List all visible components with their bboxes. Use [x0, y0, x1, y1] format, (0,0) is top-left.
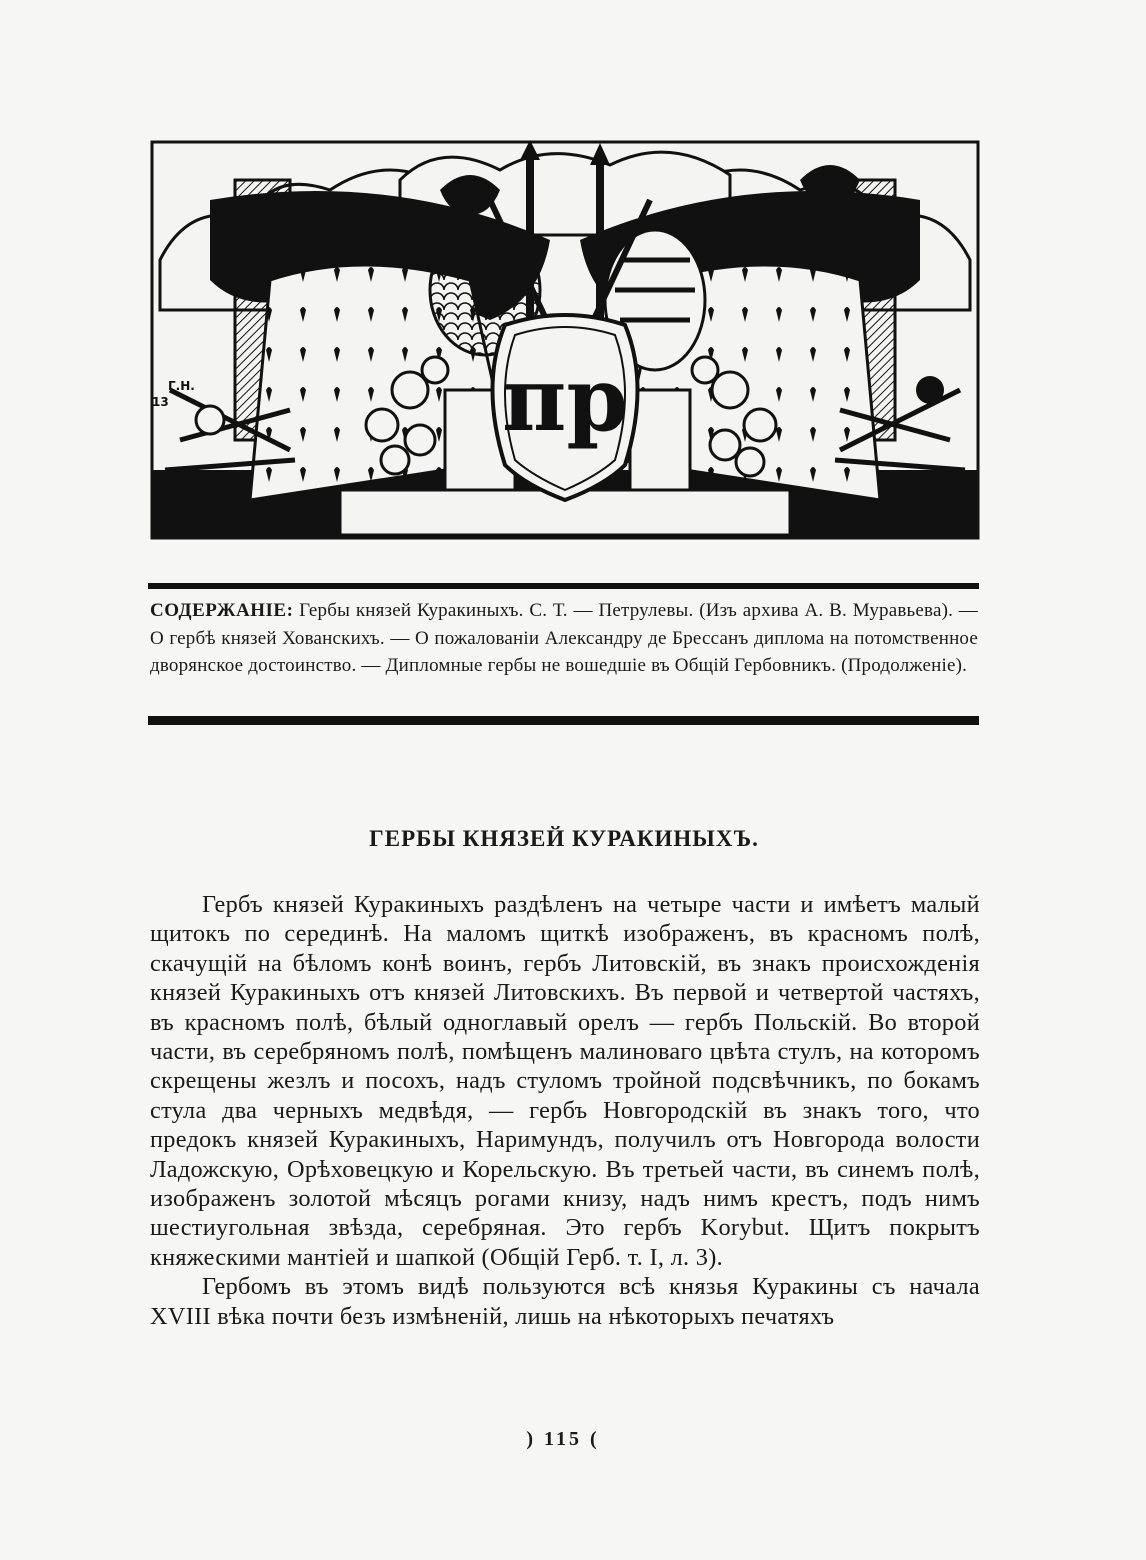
- paragraph-2: Гербомъ въ этомъ видѣ пользуются всѣ князья Куракины съ начала XVIII вѣка почти безъ измѣненiй, лишь на нѣкоторыхъ печатяхъ: [150, 1273, 980, 1330]
- contents-label: СОДЕРЖАНIЕ:: [150, 600, 294, 621]
- page-number: ) 115 (: [526, 1428, 600, 1450]
- contents-rule-bottom: [148, 716, 979, 725]
- article-title: ГЕРБЫ КНЯЗЕЙ КУРАКИНЫХЪ.: [369, 826, 759, 851]
- article-body: [150, 890, 980, 1331]
- contents-text: Гербы князей Куракиныхъ. С. Т. — Петрулевы. (Изъ архива А. В. Муравьева). — О гербѣ князей Хованскихъ. — О пожалованiи Александру де Брессанъ диплома на потомственное дворянское достоинство. — Дипломные гербы не вошедшiе въ Общiй Гербовникъ. (Продолженiе).: [150, 600, 978, 676]
- artist-signature: Г.Н.: [168, 379, 195, 393]
- contents-rule-top: [148, 583, 979, 589]
- headpiece-drawing: [150, 140, 980, 540]
- contents-block: [150, 597, 978, 680]
- headpiece-monogram: пр: [502, 347, 628, 451]
- headpiece-illustration: [150, 140, 980, 540]
- artist-year: 13: [152, 395, 169, 409]
- paragraph-1: Гербъ князей Куракиныхъ раздѣленъ на четыре части и имѣетъ малый щитокъ по серединѣ. На маломъ щиткѣ изображенъ, въ красномъ полѣ, скачущiй на бѣломъ конѣ воинъ, гербъ Литовскiй, въ знакъ происхожденiя князей Куракиныхъ отъ князей Литовскихъ. Въ первой и четвертой частяхъ, въ красномъ полѣ, бѣлый одноглавый орелъ — гербъ Польскiй. Во второй части, въ серебряномъ полѣ, помѣщенъ малиноваго цвѣта стулъ, на которомъ скрещены жезлъ и посохъ, надъ стуломъ тройной подсвѣчникъ, по бокамъ стула два черныхъ медвѣдя, — гербъ Новгородскiй въ знакъ того, что предокъ князей Куракиныхъ, Наримундъ, получилъ отъ Новгорода волости Ладожскую, Орѣховецкую и Корельскую. Въ третьей части, въ синемъ полѣ, изображенъ золотой мѣсяцъ рогами книзу, надъ нимъ крестъ, подъ нимъ шестиугольная звѣзда, серебряная. Это гербъ Korybut. Щитъ покрытъ княжескими мантiей и шапкой (Общiй Герб. т. I, л. 3).: [150, 891, 980, 1271]
